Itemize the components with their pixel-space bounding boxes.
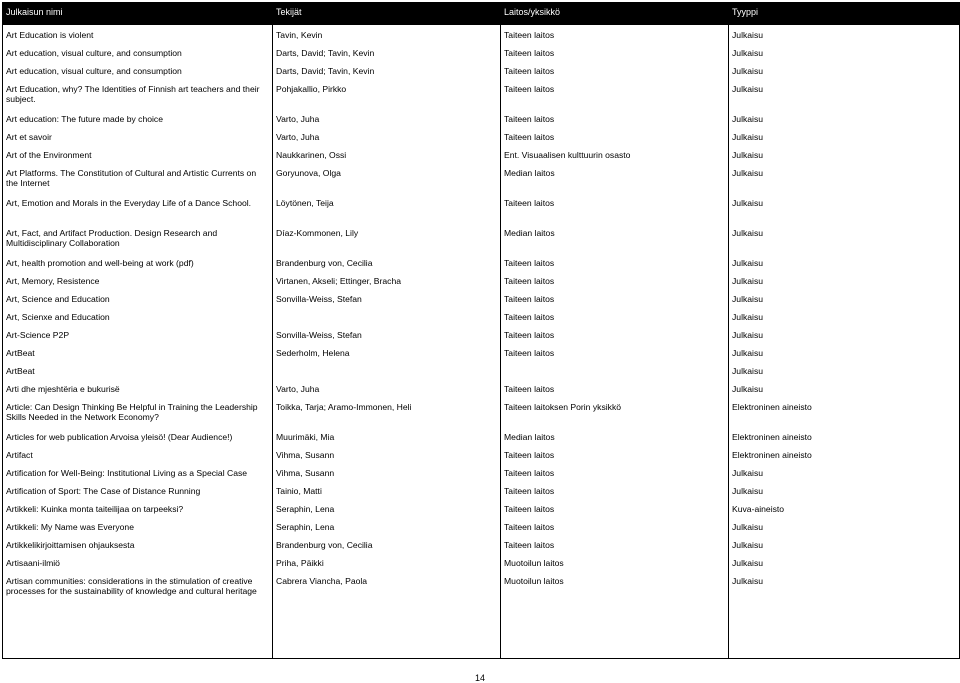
cell-authors: Tavin, Kevin: [273, 25, 501, 43]
cell-title: Art, Science and Education: [3, 289, 273, 307]
table-row: [3, 253, 960, 271]
table-row: [3, 127, 960, 145]
table-row: [3, 481, 960, 499]
cell-authors: Brandenburg von, Cecilia: [273, 535, 501, 553]
table-filler-row: [3, 629, 960, 659]
cell-authors: [273, 361, 501, 379]
cell-title: Article: Can Design Thinking Be Helpful in Training the Leadership Skills Needed in the Network Economy?: [3, 397, 273, 427]
cell-title: Art, Memory, Resistence: [3, 271, 273, 289]
page-number: 14: [474, 673, 485, 683]
cell-department: Taiteen laitos: [501, 271, 729, 289]
cell-department: Taiteen laitos: [501, 61, 729, 79]
cell-authors: Goryunova, Olga: [273, 163, 501, 193]
cell-department: Taiteen laitos: [501, 79, 729, 109]
cell-type: Julkaisu: [729, 145, 960, 163]
cell-type: Julkaisu: [729, 307, 960, 325]
cell-title: Art Education, why? The Identities of Finnish art teachers and their subject.: [3, 79, 273, 109]
cell-authors: Tainio, Matti: [273, 481, 501, 499]
cell-type: Kuva-aineisto: [729, 499, 960, 517]
table-row: [3, 445, 960, 463]
cell-type: Julkaisu: [729, 193, 960, 223]
cell-authors: Seraphin, Lena: [273, 517, 501, 535]
publications-table: [2, 2, 960, 659]
header-title: Julkaisun nimi: [3, 3, 273, 25]
cell-department: Taiteen laitos: [501, 445, 729, 463]
cell-authors: Darts, David; Tavin, Kevin: [273, 43, 501, 61]
cell-authors: Priha, Päikki: [273, 553, 501, 571]
table-row: [3, 499, 960, 517]
cell-department: Taiteen laitos: [501, 193, 729, 223]
cell-authors: Díaz-Kommonen, Lily: [273, 223, 501, 253]
cell-type: Julkaisu: [729, 571, 960, 629]
empty-cell: [729, 629, 960, 659]
cell-title: Artikkeli: My Name was Everyone: [3, 517, 273, 535]
cell-authors: Vihma, Susann: [273, 463, 501, 481]
cell-title: Artification for Well-Being: Institutional Living as a Special Case: [3, 463, 273, 481]
cell-department: Median laitos: [501, 163, 729, 193]
cell-department: Taiteen laitos: [501, 343, 729, 361]
table-row: [3, 145, 960, 163]
cell-title: Art of the Environment: [3, 145, 273, 163]
cell-department: Taiteen laitos: [501, 499, 729, 517]
header-authors: Tekijät: [273, 3, 501, 25]
cell-department: Taiteen laitos: [501, 109, 729, 127]
table-row: [3, 463, 960, 481]
cell-authors: Varto, Juha: [273, 127, 501, 145]
table-row: [3, 535, 960, 553]
cell-department: Median laitos: [501, 427, 729, 445]
cell-authors: Löytönen, Teija: [273, 193, 501, 223]
cell-type: Elektroninen aineisto: [729, 445, 960, 463]
cell-title: Art, Fact, and Artifact Production. Design Research and Multidisciplinary Collaboration: [3, 223, 273, 253]
table-row: [3, 79, 960, 109]
cell-authors: Sonvilla-Weiss, Stefan: [273, 325, 501, 343]
cell-title: Art et savoir: [3, 127, 273, 145]
cell-title: Art education: The future made by choice: [3, 109, 273, 127]
cell-authors: Virtanen, Akseli; Ettinger, Bracha: [273, 271, 501, 289]
table-row: [3, 193, 960, 223]
cell-type: Julkaisu: [729, 253, 960, 271]
table-row: [3, 223, 960, 253]
cell-department: Taiteen laitos: [501, 253, 729, 271]
cell-department: Taiteen laitoksen Porin yksikkö: [501, 397, 729, 427]
header-type: Tyyppi: [729, 3, 960, 25]
cell-authors: [273, 307, 501, 325]
table-row: [3, 571, 960, 629]
table-row: [3, 289, 960, 307]
cell-type: Julkaisu: [729, 535, 960, 553]
header-department: Laitos/yksikkö: [501, 3, 729, 25]
cell-authors: Vihma, Susann: [273, 445, 501, 463]
cell-type: Julkaisu: [729, 289, 960, 307]
cell-type: Elektroninen aineisto: [729, 397, 960, 427]
cell-authors: Naukkarinen, Ossi: [273, 145, 501, 163]
cell-department: [501, 361, 729, 379]
cell-type: Julkaisu: [729, 79, 960, 109]
table-row: [3, 325, 960, 343]
cell-type: Julkaisu: [729, 127, 960, 145]
table-row: [3, 361, 960, 379]
table-row: [3, 307, 960, 325]
cell-authors: Muurimäki, Mia: [273, 427, 501, 445]
cell-authors: Darts, David; Tavin, Kevin: [273, 61, 501, 79]
cell-title: Artifact: [3, 445, 273, 463]
cell-type: Julkaisu: [729, 25, 960, 43]
cell-department: Taiteen laitos: [501, 517, 729, 535]
cell-title: Articles for web publication Arvoisa yleisö! (Dear Audience!): [3, 427, 273, 445]
cell-authors: Cabrera Viancha, Paola: [273, 571, 501, 629]
table-row: [3, 397, 960, 427]
cell-department: Taiteen laitos: [501, 379, 729, 397]
cell-title: Art education, visual culture, and consumption: [3, 43, 273, 61]
cell-title: Art, Emotion and Morals in the Everyday Life of a Dance School.: [3, 193, 273, 223]
cell-type: Julkaisu: [729, 379, 960, 397]
table-row: [3, 271, 960, 289]
cell-authors: Sonvilla-Weiss, Stefan: [273, 289, 501, 307]
cell-authors: Toikka, Tarja; Aramo-Immonen, Heli: [273, 397, 501, 427]
cell-type: Julkaisu: [729, 343, 960, 361]
cell-title: Artification of Sport: The Case of Distance Running: [3, 481, 273, 499]
table-row: [3, 553, 960, 571]
cell-type: Julkaisu: [729, 517, 960, 535]
table-row: [3, 109, 960, 127]
table-row: [3, 379, 960, 397]
empty-cell: [501, 629, 729, 659]
table-body: [3, 25, 960, 659]
table-row: [3, 343, 960, 361]
cell-department: Taiteen laitos: [501, 307, 729, 325]
table-row: [3, 25, 960, 43]
cell-type: Julkaisu: [729, 61, 960, 79]
cell-department: Muotoilun laitos: [501, 571, 729, 629]
cell-title: Art Education is violent: [3, 25, 273, 43]
cell-type: Julkaisu: [729, 271, 960, 289]
cell-authors: Varto, Juha: [273, 379, 501, 397]
cell-authors: Pohjakallio, Pirkko: [273, 79, 501, 109]
table-row: [3, 427, 960, 445]
cell-type: Julkaisu: [729, 463, 960, 481]
table-row: [3, 61, 960, 79]
cell-department: Taiteen laitos: [501, 43, 729, 61]
cell-title: Arti dhe mjeshtëria e bukurisë: [3, 379, 273, 397]
cell-department: Taiteen laitos: [501, 535, 729, 553]
cell-type: Elektroninen aineisto: [729, 427, 960, 445]
cell-department: Taiteen laitos: [501, 325, 729, 343]
cell-title: Artikkeli: Kuinka monta taiteilijaa on tarpeeksi?: [3, 499, 273, 517]
cell-type: Julkaisu: [729, 109, 960, 127]
cell-type: Julkaisu: [729, 223, 960, 253]
table-row: [3, 163, 960, 193]
cell-department: Ent. Visuaalisen kulttuurin osasto: [501, 145, 729, 163]
cell-department: Taiteen laitos: [501, 127, 729, 145]
cell-type: Julkaisu: [729, 163, 960, 193]
cell-department: Muotoilun laitos: [501, 553, 729, 571]
cell-title: Art, health promotion and well-being at work (pdf): [3, 253, 273, 271]
table-header-row: [3, 3, 960, 25]
cell-title: ArtBeat: [3, 361, 273, 379]
cell-type: Julkaisu: [729, 361, 960, 379]
cell-title: Art education, visual culture, and consumption: [3, 61, 273, 79]
empty-cell: [273, 629, 501, 659]
table-row: [3, 517, 960, 535]
cell-title: Artikkelikirjoittamisen ohjauksesta: [3, 535, 273, 553]
table-row: [3, 43, 960, 61]
cell-department: Taiteen laitos: [501, 25, 729, 43]
cell-authors: Brandenburg von, Cecilia: [273, 253, 501, 271]
cell-department: Taiteen laitos: [501, 481, 729, 499]
cell-type: Julkaisu: [729, 481, 960, 499]
cell-department: Taiteen laitos: [501, 463, 729, 481]
empty-cell: [3, 629, 273, 659]
cell-type: Julkaisu: [729, 553, 960, 571]
cell-title: Artisan communities: considerations in the stimulation of creative processes for the sustainability of knowledge and cultural heritage: [3, 571, 273, 629]
cell-type: Julkaisu: [729, 43, 960, 61]
cell-authors: Varto, Juha: [273, 109, 501, 127]
cell-type: Julkaisu: [729, 325, 960, 343]
cell-authors: Sederholm, Helena: [273, 343, 501, 361]
cell-title: Art-Science P2P: [3, 325, 273, 343]
cell-title: Artisaani-ilmiö: [3, 553, 273, 571]
cell-department: Taiteen laitos: [501, 289, 729, 307]
cell-title: ArtBeat: [3, 343, 273, 361]
cell-authors: Seraphin, Lena: [273, 499, 501, 517]
cell-department: Median laitos: [501, 223, 729, 253]
document-page: [2, 2, 959, 659]
cell-title: Art, Scienxe and Education: [3, 307, 273, 325]
cell-title: Art Platforms. The Constitution of Cultural and Artistic Currents on the Internet: [3, 163, 273, 193]
